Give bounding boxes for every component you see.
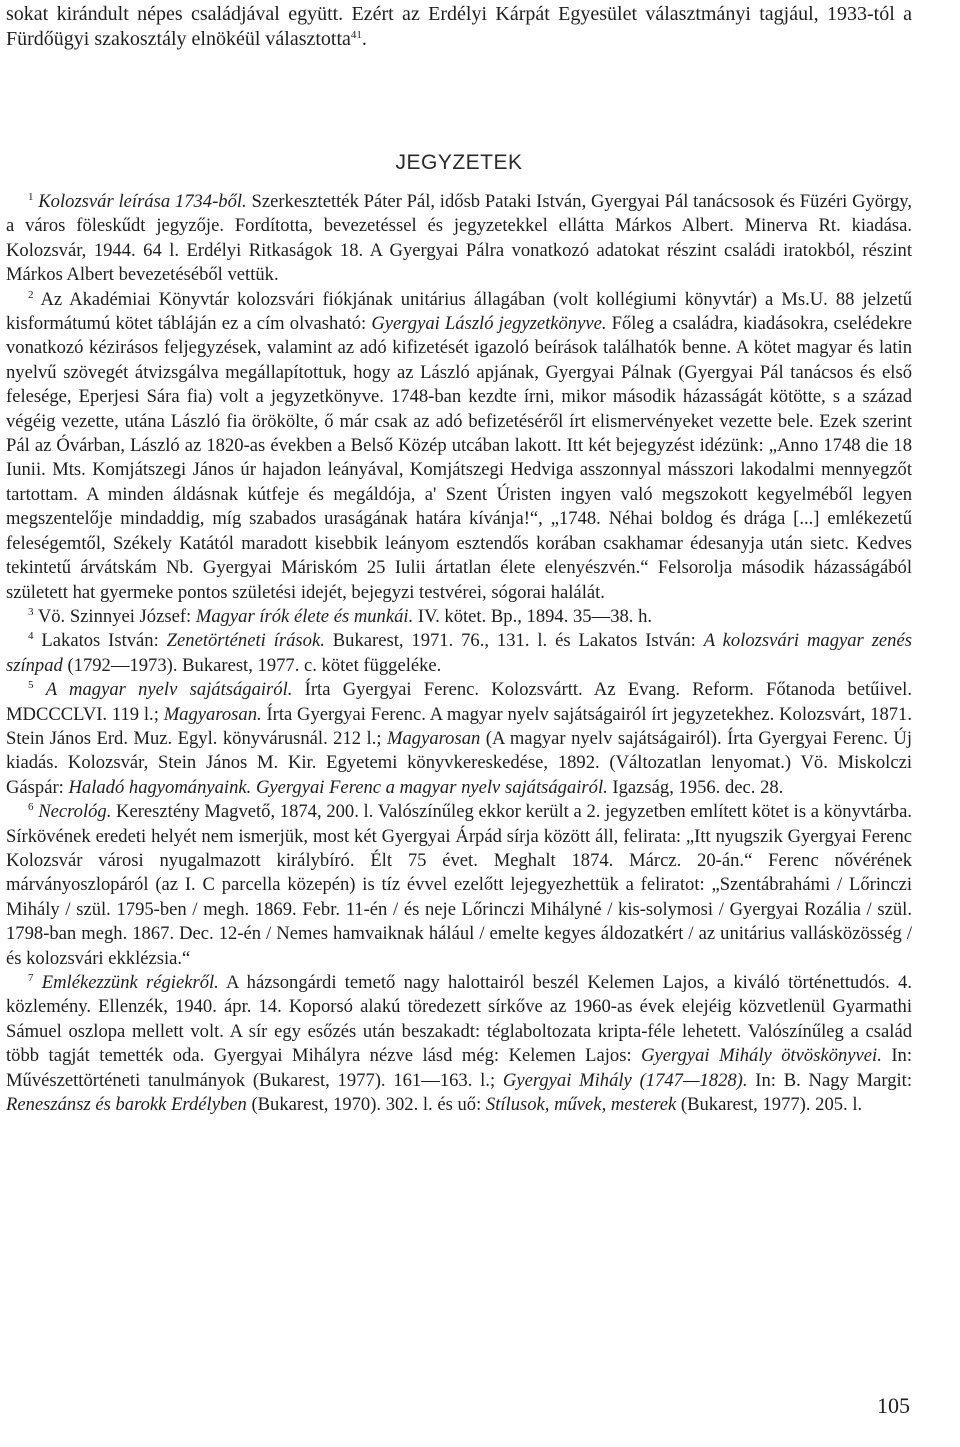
page-body: [6, 2, 912, 1117]
footnote-italic-text: Gyergyai László jegyzetkönyve.: [371, 313, 607, 335]
footnote-text: Írta Gyergyai Ferenc. Kolozsvártt. Az Evang. Reform. Főtanoda betűivel. MDCCCLVI. 119 l.;: [6, 679, 912, 725]
intro-footnote-ref: 41: [350, 29, 362, 41]
footnote-3: [6, 605, 912, 629]
footnote-text: Keresztény Magvető, 1874, 200. l. Valószínűleg ekkor került a 2. jegyzetben említett kötet is a könyvtárba. Sírkövének eredeti helyét nem ismerjük, most két Gyergyai Árpád sírja között áll, felirata: „Itt nyugszik Gyergyai Ferenc Kolozsvár városi nyugalmazott királybíró. Élt 75 évet. Meghalt 1874. Márcz. 20-án.“ Ferenc nővérének márványoszlopáról (az I. C parcella közepén) is tíz évvel ezelőtt lejegyezhettük a feliratot: „Szentábrahámi / Lőrinczi Mihály / szül. 1795-ben / megh. 1869. Febr. 11-én / és neje Lőrinczi Mihályné / kis-solymosi / Gyergyai Rozália / szül. 1798-ban megh. 1867. Dec. 12-én / Nemes hamvaiknak hálául / emelte kegyes áldozatkért / az unitárius vallásközösség / és kolozsvári ekklézsia.“: [6, 801, 912, 969]
footnote-6: [6, 800, 912, 971]
footnote-text: A házsongárdi temető nagy halottairól beszél Kelemen Lajos, a kiváló történettudós. 4. közlemény. Ellenzék, 1940. ápr. 14. Koporsó alakú töredezett sírkőve az 1960-as évek elejéig közvetlenül Gyarmathi Sámuel oszlopa mellett volt. A sír egy esőzés után beszakadt: téglaboltozata kripta-féle lehetett. Valószínűleg a család több tagját temették oda. Gyergyai Mihályra nézve lásd még: Kelemen Lajos:: [6, 972, 912, 1067]
footnote-italic-text: Haladó hagyományaink. Gyergyai Ferenc a magyar nyelv sajátságairól.: [68, 776, 608, 798]
footnote-text: IV. kötet. Bp., 1894. 35—38. h.: [413, 605, 653, 627]
footnote-number: 1: [28, 191, 34, 203]
footnote-5: [6, 678, 912, 800]
footnote-italic-text: Emlékezzünk régiekről.: [41, 972, 219, 993]
footnote-italic-text: Gyergyai Mihály ötvöskönyvei.: [641, 1045, 882, 1067]
footnote-italic-text: A kolozsvári magyar zenés színpad: [6, 630, 912, 676]
footnote-text: Írta Gyergyai Ferenc. A magyar nyelv sajátságairól írt jegyzetekhez. Kolozsvárt, 1871. Stein János Erd. Muz. Egyl. könyvárusnál. 212 l.;: [6, 703, 912, 749]
footnote-italic-text: Stílusok, művek, mesterek: [485, 1094, 677, 1116]
footnote-1: [6, 190, 912, 288]
footnote-italic-text: Kolozsvár leírása 1734-ből.: [38, 191, 247, 212]
footnote-text: Szerkesztették Páter Pál, idősb Pataki István, Gyergyai Pál tanácsosok és Füzéri György, a város föleskűdt jegyzője. Fordította, bevezetéssel és jegyzetekkel ellátta Márkos Albert. Minerva Rt. kiadása. Kolozsvár, 1944. 64 l. Erdélyi Ritkaságok 18. A Gyergyai Pálra vonatkozó adatokat részint családi iratokból, részint Márkos Albert bevezetéséből vettük.: [6, 191, 912, 286]
page-number: 105: [877, 1393, 910, 1418]
footnote-text: Bukarest, 1971. 76., 131. l. és Lakatos István:: [324, 630, 704, 652]
footnote-text: Vö. Szinnyei József:: [37, 605, 196, 627]
footnote-text: Főleg a családra, kiadásokra, cselédekre vonatkozó kézirásos feljegyzések, valamint az adó kifizetését igazoló beírások találhatók benne. A kötet magyar és latin nyelvű szövegét átvizsgálva megállapítottuk, hogy az László apjának, Gyergyai Pálnak (Gyergyai Pál tanácsos és első felesége, Eperjesi Sára fia) volt a jegyzetkönyve. 1748-ban kezdte írni, mikor második házasságát kötötte, s a század végéig vezette, utána László fia örökölte, ő már csak az adó befizetéséről írt elismervényeket vezette bele. Ezek szerint Pál az Óvárban, László az 1820-as években a Belső Közép utcában lakott. Itt két bejegyzést idézünk: „Anno 1748 die 18 Iunii. Mts. Komjátszegi János úr hajadon leányával, Komjátszegi Hedviga asszonnyal másszori lakodalmi mennyegzőt tartottam. A minden áldásnak kútfeje és megáldója, a' Szent Úristen ingyen való megszokott kegyelméből legyen megszentelője mindaddig, míg szabados uraságának határa kívánja!“, „1748. Néhai boldog és drága [...] emlékezetű feleségemtől, Székely Katától maradott kisebbik leányom esztendős korában csakhamar édesanyja után sietc. Kedves tekintetű árvátskám Nb. Gyergyai Máriskóm 25 Iulii ártatlan élete elenyészvén.“ Felsorolja második házasságából született hat gyermeke pontos születési idejét, bejegyzi testvérei, sógorai halálát.: [6, 313, 912, 603]
footnote-text: In: B. Nagy Margit:: [747, 1069, 913, 1091]
footnote-number: 7: [28, 972, 34, 984]
footnote-7: [6, 971, 912, 1117]
footnote-number: 2: [28, 288, 34, 301]
footnote-text: Igazság, 1956. dec. 28.: [607, 776, 784, 798]
footnote-number: 4: [28, 630, 34, 643]
footnote-text: (1792—1973). Bukarest, 1977. c. kötet függeléke.: [62, 654, 442, 676]
footnote-italic-text: Magyar írók élete és munkái.: [195, 605, 414, 627]
footnote-text: (Bukarest, 1977). 205. l.: [676, 1094, 863, 1116]
footnote-text: In: Művészettörténeti tanulmányok (Bukarest, 1977). 161—163. l.;: [6, 1045, 912, 1091]
footnote-italic-text: Magyarosan: [387, 727, 481, 749]
footnote-number: 5: [28, 679, 34, 692]
footnote-italic-text: Zenetörténeti írások.: [166, 630, 325, 652]
notes-list: [6, 190, 912, 1117]
footnote-number: 3: [28, 605, 34, 618]
footnote-text: Lakatos István:: [41, 630, 167, 652]
footnote-text: Az Akadémiai Könyvtár kolozsvári fiókjának unitárius állagában (volt kollégiumi könyvtár) a Ms.U. 88 jelzetű kisformátumú kötet tábláján ez a cím olvasható:: [6, 288, 912, 335]
footnote-italic-text: Necrológ.: [38, 801, 112, 823]
footnote-text: (A magyar nyelv sajátságairól). Írta Gyergyai Ferenc. Új kiadás. Kolozsvár, Stein János M. Kir. Egyetemi könyvkereskedése, 1892. (Változatlan lenyomat.) Vö. Miskolczi Gáspár:: [6, 727, 912, 798]
footnote-2: [6, 288, 912, 605]
intro-tail: .: [361, 28, 367, 50]
footnote-italic-text: Magyarosan.: [163, 703, 262, 725]
intro-paragraph: [6, 2, 912, 52]
footnote-italic-text: Reneszánsz és barokk Erdélyben: [6, 1094, 247, 1116]
notes-heading: JEGYZETEK: [395, 151, 523, 174]
footnote-4: [6, 629, 912, 678]
footnote-italic-text: Gyergyai Mihály (1747—1828).: [502, 1069, 748, 1091]
intro-text: sokat kirándult népes családjával együtt. Ezért az Erdélyi Kárpát Egyesület választmányi tagjául, 1933-tól a Fürdőügyi szakosztály elnökéül választotta: [6, 3, 912, 50]
footnote-number: 6: [28, 801, 34, 814]
footnote-text: (Bukarest, 1970). 302. l. és uő:: [246, 1094, 486, 1116]
footnote-italic-text: A magyar nyelv sajátságairól.: [45, 679, 293, 701]
